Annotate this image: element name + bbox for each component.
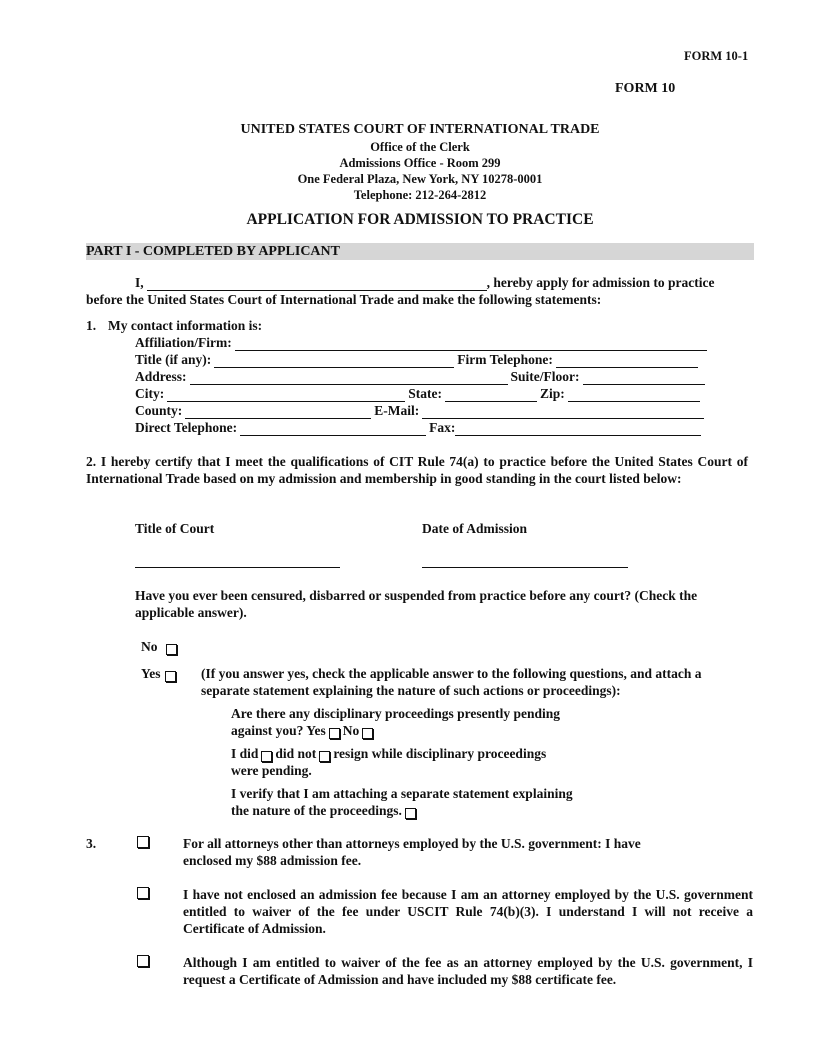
intro-i: I, bbox=[135, 275, 144, 290]
fee-option2-text: I have not enclosed an admission fee because I am an attorney employed by the U.S. government entitled to waiver of the fee under USCIT Rule 74(b)(3). I understand I will not receive a Certificate of Admission. bbox=[183, 887, 753, 936]
part1-heading: PART I - COMPLETED BY APPLICANT bbox=[86, 244, 340, 259]
admission-date-field[interactable] bbox=[422, 567, 628, 568]
affiliation-row bbox=[135, 334, 710, 351]
answer-no-checkbox[interactable] bbox=[166, 644, 177, 655]
applicant-name-field[interactable] bbox=[147, 278, 487, 291]
suite-label: Suite/Floor: bbox=[510, 369, 580, 384]
court-name: UNITED STATES COURT OF INTERNATIONAL TRADE bbox=[240, 122, 600, 137]
county-row bbox=[135, 402, 707, 419]
email-field[interactable] bbox=[422, 406, 704, 419]
q1-yes-label: against you? Yes bbox=[231, 723, 326, 738]
city-label: City: bbox=[135, 386, 165, 401]
q2-did-not-checkbox[interactable] bbox=[319, 751, 330, 762]
answer-yes-label: Yes bbox=[141, 666, 161, 681]
affiliation-label: Affiliation/Firm: bbox=[135, 335, 232, 350]
q3-label: the nature of the proceedings. bbox=[231, 803, 402, 818]
answer-no-row bbox=[141, 638, 180, 655]
q1-line1: Are there any disciplinary proceedings presently pending bbox=[231, 706, 561, 721]
q1-no-checkbox[interactable] bbox=[362, 728, 373, 739]
q2-did-label: I did bbox=[231, 746, 259, 761]
firm-phone-label: Firm Telephone: bbox=[457, 352, 553, 367]
section2-text: 2. I hereby certify that I meet the qualifications of CIT Rule 74(a) to practice before the United States Court of International Trade based on my admission and membership in good standing in the court listed below: bbox=[86, 454, 748, 486]
intro-line-2: before the United States Court of International Trade and make the following statements: bbox=[86, 292, 602, 307]
answer-yes-row bbox=[141, 665, 179, 682]
state-label: State: bbox=[408, 386, 442, 401]
yes-note: (If you answer yes, check the applicable answer to the following questions, and attach a separate statement explaining the nature of such actions or proceedings): bbox=[201, 666, 702, 698]
county-label: County: bbox=[135, 403, 183, 418]
court-telephone: Telephone: 212-264-2812 bbox=[353, 188, 487, 202]
fee-option1-checkbox[interactable] bbox=[137, 836, 149, 848]
q3-line1: I verify that I am attaching a separate statement explaining bbox=[231, 786, 573, 801]
email-label: E-Mail: bbox=[374, 403, 420, 418]
city-row bbox=[135, 385, 703, 402]
q1-line2 bbox=[231, 722, 376, 739]
state-field[interactable] bbox=[445, 389, 537, 402]
zip-field[interactable] bbox=[568, 389, 700, 402]
direct-phone-row bbox=[135, 419, 704, 436]
court-title-field[interactable] bbox=[135, 567, 340, 568]
fee-option2-checkbox[interactable] bbox=[137, 887, 149, 899]
court-admissions: Admissions Office - Room 299 bbox=[339, 156, 501, 170]
q3-line2 bbox=[231, 802, 419, 819]
zip-label: Zip: bbox=[540, 386, 565, 401]
q2-rest-label: resign while disciplinary proceedings bbox=[333, 746, 547, 761]
section1-label: My contact information is: bbox=[108, 318, 263, 333]
title-row bbox=[135, 351, 701, 368]
direct-phone-field[interactable] bbox=[240, 423, 426, 436]
fax-field[interactable] bbox=[455, 423, 701, 436]
censure-question: Have you ever been censured, disbarred or suspended from practice before any court? (Check the applicable answer). bbox=[135, 588, 698, 620]
section3-number: 3. bbox=[86, 836, 97, 851]
fee-option3-checkbox[interactable] bbox=[137, 955, 149, 967]
col-date-of-admission: Date of Admission bbox=[422, 521, 528, 536]
answer-no-label: No bbox=[141, 639, 158, 654]
address-row bbox=[135, 368, 708, 385]
page-title: APPLICATION FOR ADMISSION TO PRACTICE bbox=[246, 211, 594, 228]
address-field[interactable] bbox=[190, 372, 508, 385]
court-address: One Federal Plaza, New York, NY 10278-0001 bbox=[297, 172, 543, 186]
fee-option1-text: For all attorneys other than attorneys employed by the U.S. government: I have enclosed my $88 admission fee. bbox=[183, 836, 641, 868]
part1-heading-bar bbox=[86, 243, 754, 260]
q1-yes-checkbox[interactable] bbox=[329, 728, 340, 739]
fee-option3-text: Although I am entitled to waiver of the fee as an attorney employed by the U.S. government, I request a Certificate of Admission and have included my $88 certificate fee. bbox=[183, 955, 753, 987]
answer-yes-checkbox[interactable] bbox=[165, 671, 176, 682]
q2-did-checkbox[interactable] bbox=[261, 751, 272, 762]
intro-line bbox=[135, 274, 715, 291]
q1-no-label: No bbox=[342, 723, 360, 738]
title-field[interactable] bbox=[214, 355, 454, 368]
intro-rest: , hereby apply for admission to practice bbox=[486, 275, 715, 290]
fax-label: Fax: bbox=[429, 420, 456, 435]
col-title-of-court: Title of Court bbox=[135, 521, 215, 536]
section1-number: 1. bbox=[86, 318, 97, 333]
court-office: Office of the Clerk bbox=[370, 140, 470, 154]
form-code-top: FORM 10-1 bbox=[684, 49, 749, 63]
q2-line1 bbox=[231, 745, 546, 762]
address-label: Address: bbox=[135, 369, 187, 384]
title-label: Title (if any): bbox=[135, 352, 212, 367]
city-field[interactable] bbox=[167, 389, 405, 402]
q2-did-not-label: did not bbox=[275, 746, 317, 761]
form-code: FORM 10 bbox=[615, 81, 676, 96]
affiliation-field[interactable] bbox=[235, 338, 707, 351]
firm-phone-field[interactable] bbox=[556, 355, 698, 368]
direct-phone-label: Direct Telephone: bbox=[135, 420, 238, 435]
county-field[interactable] bbox=[185, 406, 371, 419]
q2-line2: were pending. bbox=[231, 763, 312, 778]
q3-checkbox[interactable] bbox=[405, 808, 416, 819]
suite-field[interactable] bbox=[583, 372, 705, 385]
